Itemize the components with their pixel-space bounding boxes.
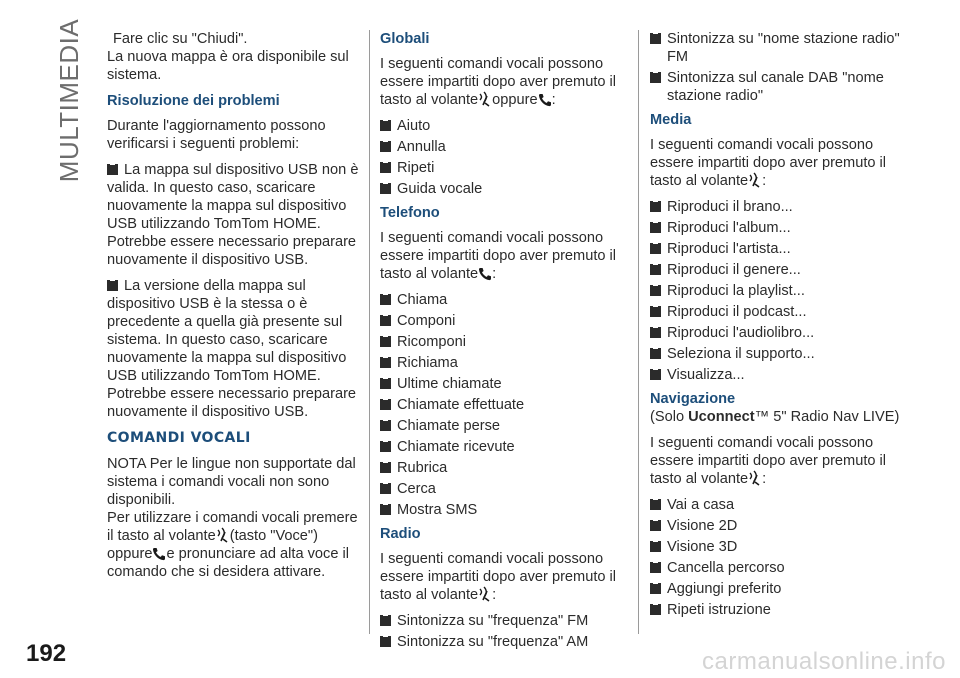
bullet-icon — [650, 520, 661, 531]
list-item: Sintonizza su "frequenza" AM — [380, 633, 632, 651]
bullet-icon — [650, 222, 661, 233]
heading-problems: Risoluzione dei problemi — [107, 93, 280, 109]
list-item: Riproduci il genere... — [650, 261, 910, 279]
navigation-note: (Solo Uconnect™ 5" Radio Nav LIVE) — [650, 409, 900, 425]
list-item: Visualizza... — [650, 366, 910, 384]
list-item: Riproduci l'artista... — [650, 240, 910, 258]
bullet-icon — [107, 164, 118, 175]
list-global — [380, 117, 632, 198]
bullet-icon — [380, 504, 391, 515]
heading-voice-commands: COMANDI VOCALI — [107, 430, 251, 446]
voice-button-icon — [478, 586, 492, 602]
bullet-icon — [380, 462, 391, 473]
list-item: Riproduci il brano... — [650, 198, 910, 216]
paragraph: I seguenti comandi vocali possono essere impartiti dopo aver premuto il tasto al volante : — [380, 551, 617, 603]
bullet-paragraph: Fare clic su "Chiudi". — [113, 31, 248, 47]
bullet-icon — [650, 243, 661, 254]
list-item: Guida vocale — [380, 180, 632, 198]
bullet-icon — [650, 562, 661, 573]
voice-button-icon — [748, 470, 762, 486]
bullet-icon — [380, 183, 391, 194]
column-2 — [380, 30, 632, 654]
column-divider — [638, 30, 639, 634]
list-item: Aiuto — [380, 117, 632, 135]
list-navigation — [650, 496, 910, 619]
voice-button-icon — [748, 172, 762, 188]
list-media — [650, 198, 910, 384]
bullet-icon — [380, 615, 391, 626]
bullet-icon — [380, 636, 391, 647]
bullet-icon — [650, 583, 661, 594]
bullet-icon — [650, 499, 661, 510]
voice-button-icon — [478, 91, 492, 107]
bullet-icon — [380, 120, 391, 131]
list-item: Ricomponi — [380, 333, 632, 351]
bullet-icon — [650, 348, 661, 359]
section-title: MULTIMEDIA — [54, 18, 85, 182]
list-item: Chiama — [380, 291, 632, 309]
bullet-icon — [380, 420, 391, 431]
paragraph: Durante l'aggiornamento possono verificarsi i seguenti problemi: — [107, 118, 326, 152]
list-item: Mostra SMS — [380, 501, 632, 519]
bullet-icon — [380, 483, 391, 494]
list-item: Ripeti — [380, 159, 632, 177]
bullet-icon — [650, 306, 661, 317]
paragraph: La nuova mappa è ora disponibile sul sistema. — [107, 49, 349, 83]
heading-phone: Telefono — [380, 205, 440, 221]
bullet-icon — [650, 72, 661, 83]
list-item: Cerca — [380, 480, 632, 498]
note-paragraph: NOTA Per le lingue non supportate dal sistema i comandi vocali non sono disponibili. — [107, 456, 356, 508]
list-radio — [380, 612, 632, 651]
list-item: Aggiungi preferito — [650, 580, 910, 598]
column-3 — [650, 30, 910, 622]
bullet-icon — [650, 369, 661, 380]
list-item: Riproduci l'album... — [650, 219, 910, 237]
list-item: Componi — [380, 312, 632, 330]
list-item: Visione 2D — [650, 517, 910, 535]
list-item: Chiamate perse — [380, 417, 632, 435]
heading-navigation: Navigazione — [650, 391, 736, 407]
bullet-icon — [380, 162, 391, 173]
list-item: Vai a casa — [650, 496, 910, 514]
heading-media: Media — [650, 112, 692, 128]
paragraph: I seguenti comandi vocali possono essere impartiti dopo aver premuto il tasto al volante : — [650, 137, 887, 189]
list-phone — [380, 291, 632, 519]
list-item: Chiamate effettuate — [380, 396, 632, 414]
bullet-icon — [650, 201, 661, 212]
bullet-icon — [380, 336, 391, 347]
bullet-icon — [650, 285, 661, 296]
phone-button-icon — [152, 547, 166, 561]
list-item: Riproduci l'audiolibro... — [650, 324, 910, 342]
phone-button-icon — [538, 93, 552, 107]
paragraph: I seguenti comandi vocali possono essere impartiti dopo aver premuto il tasto al volante oppure : — [380, 56, 617, 108]
paragraph: I seguenti comandi vocali possono essere impartiti dopo aver premuto il tasto al volante : — [380, 230, 617, 282]
bullet-icon — [380, 357, 391, 368]
bullet-icon — [650, 33, 661, 44]
list-item: Sintonizza sul canale DAB "nome stazione radio" — [650, 69, 910, 105]
bullet-icon — [380, 441, 391, 452]
bullet-icon — [380, 399, 391, 410]
list-item: Ultime chiamate — [380, 375, 632, 393]
list-item: Annulla — [380, 138, 632, 156]
bullet-icon — [650, 264, 661, 275]
column-1 — [107, 30, 360, 589]
bullet-icon — [650, 604, 661, 615]
bullet-icon — [380, 315, 391, 326]
bullet-paragraph: La versione della mappa sul dispositivo USB è la stessa o è precedente a quella già presente sul sistema. In questo caso, scaricare nuovamente la mappa sul dispositivo USB utilizzando TomTom HOME. Potrebbe essere necessario preparare nuovamente il dispositivo USB. — [107, 278, 357, 420]
bullet-icon — [380, 378, 391, 389]
list-item: Ripeti istruzione — [650, 601, 910, 619]
voice-button-icon — [216, 527, 230, 543]
heading-global: Globali — [380, 31, 430, 47]
bullet-icon — [380, 294, 391, 305]
column-divider — [369, 30, 370, 634]
bullet-icon — [650, 327, 661, 338]
list-item: Riproduci il podcast... — [650, 303, 910, 321]
heading-radio: Radio — [380, 526, 421, 542]
list-item: Visione 3D — [650, 538, 910, 556]
list-radio-continued — [650, 30, 910, 105]
list-item: Cancella percorso — [650, 559, 910, 577]
page-number: 192 — [26, 640, 67, 667]
list-item: Sintonizza su "frequenza" FM — [380, 612, 632, 630]
list-item: Seleziona il supporto... — [650, 345, 910, 363]
list-item: Chiamate ricevute — [380, 438, 632, 456]
bullet-icon — [107, 280, 118, 291]
list-item: Sintonizza su "nome stazione radio" FM — [650, 30, 910, 66]
list-item: Richiama — [380, 354, 632, 372]
paragraph: I seguenti comandi vocali possono essere impartiti dopo aver premuto il tasto al volante : — [650, 435, 887, 487]
bullet-icon — [650, 541, 661, 552]
watermark: carmanualsonline.info — [702, 648, 946, 675]
paragraph: Per utilizzare i comandi vocali premere il tasto al volante (tasto "Voce") oppure e pronunciare ad alta voce il comando che si desidera attivare. — [107, 510, 358, 580]
phone-button-icon — [478, 267, 492, 281]
list-item: Riproduci la playlist... — [650, 282, 910, 300]
bullet-icon — [380, 141, 391, 152]
bullet-paragraph: La mappa sul dispositivo USB non è valida. In questo caso, scaricare nuovamente la mappa sul dispositivo USB utilizzando TomTom HOME. Potrebbe essere necessario preparare nuovamente il dispositivo USB. — [107, 162, 359, 268]
list-item: Rubrica — [380, 459, 632, 477]
